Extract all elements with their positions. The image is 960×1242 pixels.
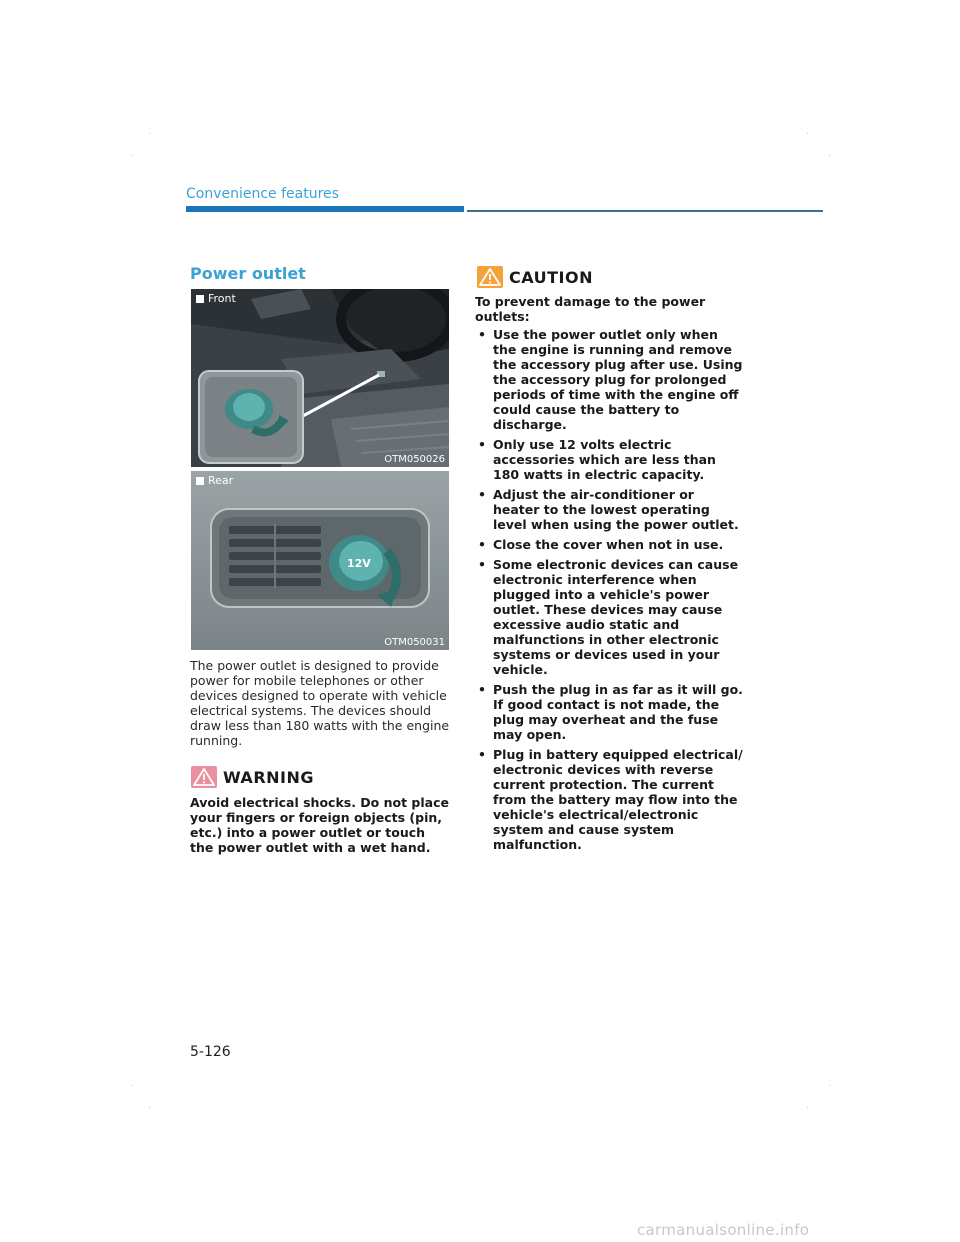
bullet: •: [478, 537, 486, 552]
bullet: •: [478, 487, 486, 502]
figure-tag-rear: [196, 474, 233, 487]
figure-tag-front: [196, 292, 236, 305]
caution-item-text: Push the plug in as far as it will go. If good contact is not made, the plug may overheat and the fuse may open.: [493, 682, 743, 742]
caution-item-text: Close the cover when not in use.: [493, 537, 724, 552]
warning-text: Avoid electrical shocks. Do not place your fingers or foreign objects (pin, etc.) into a power outlet or touch the power outlet with a wet hand.: [190, 795, 449, 855]
caution-item: [475, 487, 743, 532]
intro-paragraph: The power outlet is designed to provide power for mobile telephones or other devices designed to operate with vehicle electrical systems. The devices should draw less than 180 watts with the engine running.: [190, 658, 450, 748]
figure-code: OTM050026: [384, 454, 445, 465]
figure-tag-label: Front: [208, 292, 236, 305]
caution-item-text: Some electronic devices can cause electronic interference when plugged into a vehicle's power outlet. These devices may cause excessive audio static and malfunctions in other electronic systems or devices used in your vehicle.: [493, 557, 739, 677]
caution-item: [475, 437, 743, 482]
figure-tag-label: Rear: [208, 474, 234, 487]
bullet: •: [478, 557, 486, 572]
tag-square-icon: [196, 477, 204, 485]
caution-intro: To prevent damage to the power outlets:: [475, 294, 706, 324]
caution-item: [475, 327, 743, 432]
bullet: •: [478, 682, 486, 697]
header-bar-accent: [186, 206, 464, 212]
page-number: 5-126: [190, 1044, 231, 1060]
warning-title: WARNING: [223, 767, 314, 787]
chapter-header-title: Convenience features: [186, 186, 339, 202]
caution-item: [475, 557, 743, 677]
front-console-illustration: [191, 289, 449, 467]
outlet-label: 12V: [347, 557, 371, 570]
caution-item: [475, 537, 743, 552]
figure-front-outlet: [191, 289, 449, 467]
caution-triangle-icon: [477, 266, 503, 288]
crop-mark: ·: [148, 1103, 152, 1114]
caution-item-text: Adjust the air-conditioner or heater to the lowest operating level when using the power outlet.: [493, 487, 739, 532]
header-rule: [467, 210, 823, 212]
caution-heading: [477, 266, 593, 288]
figure-rear-outlet: [191, 471, 449, 650]
caution-item: [475, 747, 743, 852]
figure-code: OTM050031: [384, 637, 445, 648]
bullet: •: [478, 437, 486, 452]
crop-mark: ·: [806, 1103, 810, 1114]
crop-mark: ·: [828, 151, 832, 162]
crop-mark: ·: [130, 1081, 134, 1092]
caution-title: CAUTION: [509, 267, 593, 287]
caution-item: [475, 682, 743, 742]
crop-mark: ·: [148, 129, 152, 140]
crop-mark: ·: [130, 151, 134, 162]
crop-mark: ·: [828, 1081, 832, 1092]
caution-list: [475, 327, 743, 857]
warning-triangle-icon: [191, 766, 217, 788]
bullet: •: [478, 747, 486, 762]
caution-item-text: Only use 12 volts electric accessories which are less than 180 watts in electric capacity.: [493, 437, 716, 482]
site-watermark: carmanualsonline.info: [637, 1221, 810, 1239]
rear-vent-illustration: [191, 471, 449, 650]
caution-item-text: Plug in battery equipped electrical/ electronic devices with reverse current protection. The current from the battery may flow into the vehicle's electrical/electronic system and cause system malfunction.: [493, 747, 743, 852]
crop-mark: ·: [806, 129, 810, 140]
bullet: •: [478, 327, 486, 342]
warning-heading: [191, 766, 314, 788]
tag-square-icon: [196, 295, 204, 303]
section-title: Power outlet: [190, 264, 306, 283]
caution-item-text: Use the power outlet only when the engine is running and remove the accessory plug after use. Using the accessory plug for prolonged periods of time with the engine off could cause the battery to discharge.: [493, 327, 743, 432]
